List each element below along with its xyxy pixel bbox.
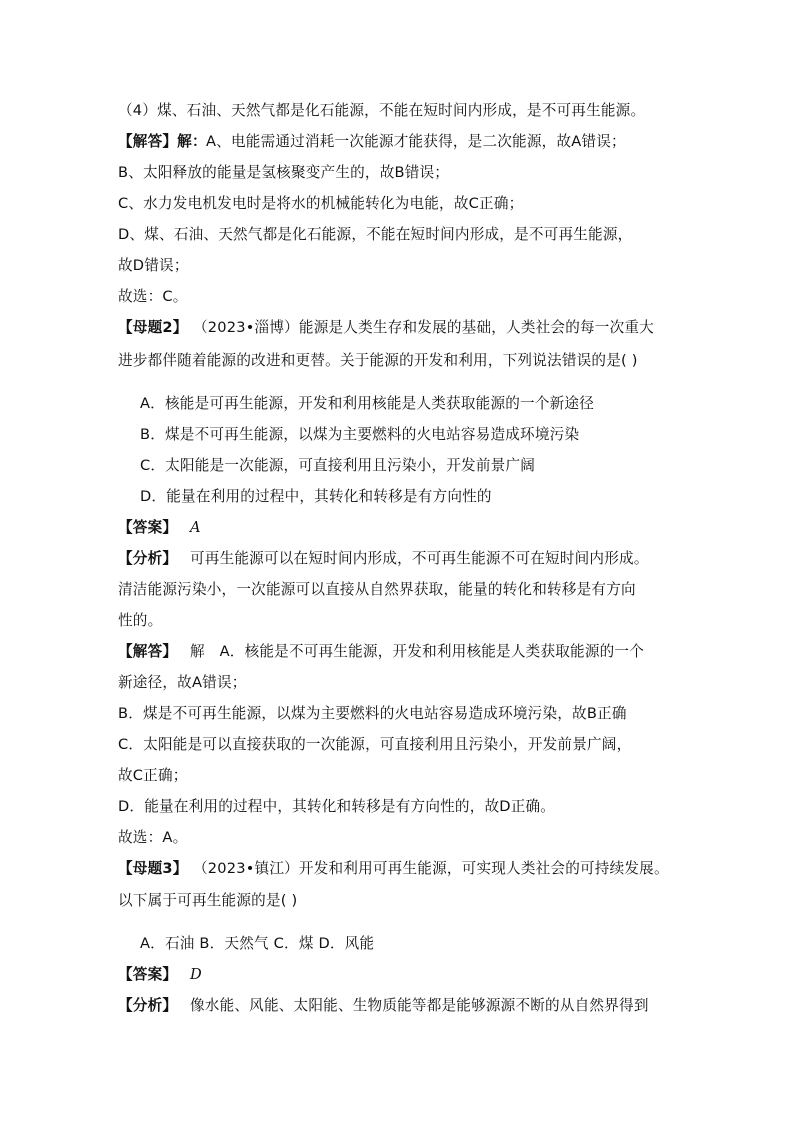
answer-heading: 【解答】 <box>118 643 178 660</box>
question-heading: 【母题2】 <box>118 319 188 336</box>
text-line: D．能量在利用的过程中，其转化和转移是有方向性的，故D正确。 <box>118 798 556 815</box>
text-line: （2023•淄博）能源是人类生存和发展的基础，人类社会的每一次重大 <box>193 319 654 336</box>
answer-heading: 【解答】解： <box>118 133 207 150</box>
text-line: （4）煤、石油、天然气都是化石能源，不能在短时间内形成，是不可再生能源。 <box>118 102 646 119</box>
option-c: C．太阳能是一次能源，可直接利用且污染小，开发前景广阔 <box>140 457 536 474</box>
answer-label: 【答案】 <box>118 966 178 983</box>
question-heading: 【母题3】 <box>118 860 188 877</box>
text-line: 故C正确； <box>118 767 188 784</box>
text-line: 性的。 <box>118 612 163 629</box>
text-line: B、太阳释放的能量是氢核聚变产生的，故B错误； <box>118 164 450 181</box>
text-line: 以下属于可再生能源的是( ) <box>118 892 298 909</box>
text-line: C、水力发电机发电时是将水的机械能转化为电能，故C正确； <box>118 195 524 212</box>
text-line: 新途径，故A错误； <box>118 674 247 691</box>
text-line: 故选：A。 <box>118 829 188 846</box>
option-b: B．煤是不可再生能源，以煤为主要燃料的火电站容易造成环境污染 <box>140 426 580 443</box>
text-line: 故选：C。 <box>118 288 188 305</box>
answer-value: A <box>190 519 201 536</box>
option-a: A．核能是可再生能源，开发和利用核能是人类获取能源的一个新途径 <box>140 395 594 412</box>
text-line: 清洁能源污染小，一次能源可以直接从自然界获取，能量的转化和转移是有方向 <box>118 581 636 598</box>
text-line: C．太阳能是可以直接获取的一次能源，可直接利用且污染小，开发前景广阔， <box>118 736 632 753</box>
analysis-heading: 【分析】 <box>118 997 178 1014</box>
analysis-heading: 【分析】 <box>118 550 178 567</box>
text-line: A、电能需通过消耗一次能源才能获得，是二次能源，故A错误； <box>206 133 626 150</box>
text-line: 故D错误； <box>118 257 189 274</box>
text-line: 像水能、风能、太阳能、生物质能等都是能够源源不断的从自然界得到 <box>190 997 649 1014</box>
options-line: A．石油 B．天然气 C．煤 D．风能 <box>140 935 375 952</box>
option-d: D．能量在利用的过程中，其转化和转移是有方向性的 <box>140 488 492 505</box>
text-line: 进步都伴随着能源的改进和更替。关于能源的开发和利用，下列说法错误的是( ) <box>118 352 638 369</box>
text-line: D、煤、石油、天然气都是化石能源，不能在短时间内形成，是不可再生能源， <box>118 226 633 243</box>
text-line: （2023•镇江）开发和利用可再生能源，可实现人类社会的可持续发展。 <box>193 860 669 877</box>
answer-label: 【答案】 <box>118 519 178 536</box>
text-line: 可再生能源可以在短时间内形成，不可再生能源不可在短时间内形成。 <box>190 550 649 567</box>
text-line: 解 A．核能是不可再生能源，开发和利用核能是人类获取能源的一个 <box>190 643 644 660</box>
text-line: B．煤是不可再生能源，以煤为主要燃料的火电站容易造成环境污染，故B正确 <box>118 705 627 722</box>
answer-value: D <box>190 966 202 983</box>
